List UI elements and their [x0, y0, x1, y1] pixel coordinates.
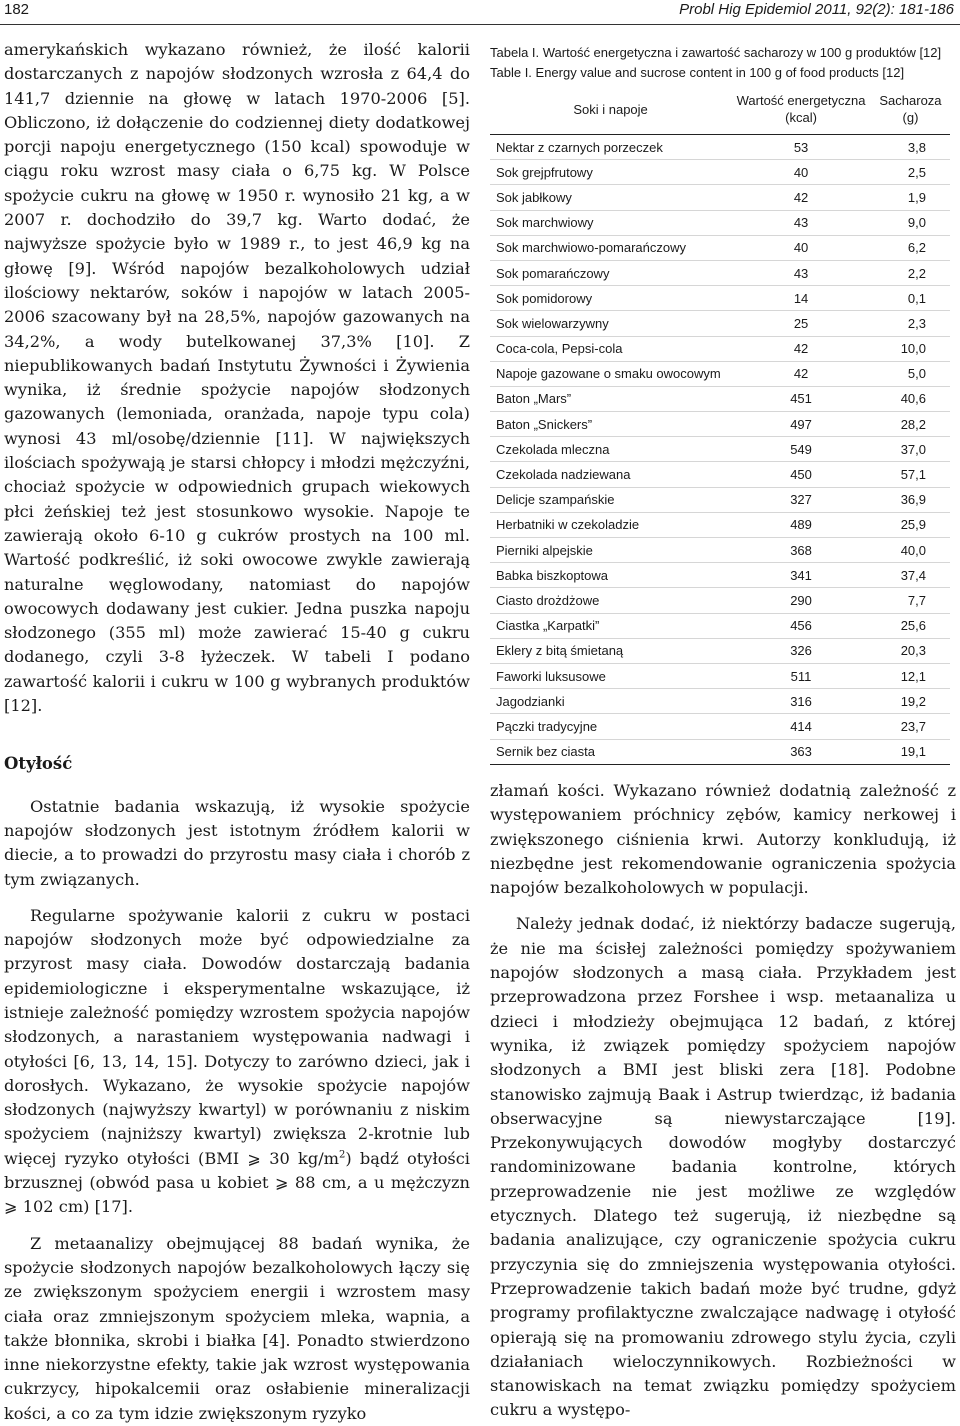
cell-product: Czekolada nadziewana	[490, 462, 731, 487]
cell-sucrose: 19,1	[871, 739, 950, 764]
cell-sucrose: 2,3	[871, 311, 950, 336]
cell-product: Baton „Mars”	[490, 386, 731, 411]
cell-product: Pączki tradycyjne	[490, 714, 731, 739]
cell-energy: 14	[731, 286, 871, 311]
cell-product: Czekolada mleczna	[490, 437, 731, 462]
table-header-row	[490, 86, 950, 135]
cell-sucrose: 0,1	[871, 286, 950, 311]
left-paragraph-2: Ostatnie badania wskazują, iż wysokie spożycie napojów słodzonych jest istotnym źródłem kalorii w diecie, a to prowadzi do przyrostu masy ciała i chorób z tym związanych.	[4, 796, 470, 889]
right-column	[490, 779, 956, 1423]
table-row	[490, 185, 950, 210]
cell-energy: 456	[731, 613, 871, 638]
table-row	[490, 538, 950, 563]
data-table	[490, 86, 950, 765]
table-caption-en: Table I. Energy value and sucrose content in 100 g of food products [12]	[490, 65, 905, 80]
cell-energy: 40	[731, 235, 871, 260]
cell-sucrose: 10,0	[871, 336, 950, 361]
table-row	[490, 739, 950, 764]
cell-sucrose: 20,3	[871, 638, 950, 663]
cell-product: Ciastka „Karpatki”	[490, 613, 731, 638]
cell-energy: 327	[731, 487, 871, 512]
superscript-2: 2	[339, 1149, 346, 1161]
table-row	[490, 311, 950, 336]
cell-product: Eklery z bitą śmietaną	[490, 638, 731, 663]
cell-sucrose: 7,7	[871, 588, 950, 613]
journal-citation: Probl Hig Epidemiol 2011, 92(2): 181-186	[679, 1, 954, 18]
table-row	[490, 336, 950, 361]
page-number: 182	[4, 1, 30, 18]
cell-product: Herbatniki w czekoladzie	[490, 512, 731, 537]
cell-sucrose: 1,9	[871, 185, 950, 210]
table-row	[490, 210, 950, 235]
cell-sucrose: 40,0	[871, 538, 950, 563]
cell-product: Pierniki alpejskie	[490, 538, 731, 563]
header-product: Soki i napoje	[490, 86, 731, 135]
table-row	[490, 689, 950, 714]
cell-energy: 326	[731, 638, 871, 663]
table-row	[490, 386, 950, 411]
cell-product: Jagodzianki	[490, 689, 731, 714]
cell-energy: 42	[731, 336, 871, 361]
cell-product: Nektar z czarnych porzeczek	[490, 135, 731, 160]
cell-sucrose: 57,1	[871, 462, 950, 487]
cell-product: Sernik bez ciasta	[490, 739, 731, 764]
cell-energy: 316	[731, 689, 871, 714]
left-column	[4, 38, 470, 1426]
cell-energy: 43	[731, 210, 871, 235]
table-row	[490, 135, 950, 160]
cell-sucrose: 9,0	[871, 210, 950, 235]
table-row	[490, 638, 950, 663]
section-heading-obesity: Otyłość	[4, 754, 73, 774]
cell-product: Faworki luksusowe	[490, 663, 731, 688]
page-header	[0, 0, 960, 25]
cell-energy: 368	[731, 538, 871, 563]
left-paragraph-1: amerykańskich wykazano również, że ilość kalorii dostarczanych z napojów słodzonych wzrosła z 64,4 do 141,7 dziennie na głowę w latach 1970-2006 [5]. Obliczono, iż dołączenie do codziennej diety dodatkowej porcji napoju energetycznego (150 kcal) spowoduje w ciągu roku wzrost masy ciała o 6,75 kg. W Polsce spożycie cukru na głowę w 1950 r. wynosiło 21 kg, a w 2007 r. dochodziło do 39,7 kg. Warto dodać, że najwyższe spożycie było w 1989 r., to jest 46,9 kg na głowę [9]. Wśród napojów bezalkoholowych udział ilościowy nektarów, soków i napojów w latach 2005-2006 szacowany był na 28,5%, napojów gazowanych na 34,2%, a wody butelkowanej 37,3% [10]. Z niepublikowanych badań Instytutu Żywności i Żywienia wynika, iż średnie spożycie napojów słodzonych gazowanych (lemoniada, oranżada, napoje typu cola) wynosi 43 ml/osobę/dziennie [11]. W największych ilościach spożywają je starsi chłopcy i młodzi mężczyźni, chociaż spożycie w odpowiednich grupach wiekowych płci żeńskiej też jest stosunkowo wysokie. Napoje te zawierają około 6-10 g cukrów prostych na 100 ml. Wartość podkreślić, iż soki owocowe zwykle zawierają naturalne węglowodany, natomiast do napojów owocowych dodawany jest cukier. Jedna puszka napoju słodzonego (355 ml) może zawierać 15-40 g cukru dodanego, czyli 3-8 łyżeczek. W tabeli I podano zawartość kalorii i cukru w 100 g wybranych produktów [12].	[4, 40, 470, 716]
cell-energy: 363	[731, 739, 871, 764]
cell-product: Sok wielowarzywny	[490, 311, 731, 336]
table-row	[490, 437, 950, 462]
table-row	[490, 563, 950, 588]
cell-sucrose: 40,6	[871, 386, 950, 411]
left-paragraph-3-a: Regularne spożywanie kalorii z cukru w postaci napojów słodzonych może być odpowiedzialne za przyrost masy ciała. Dowodów dostarczają badania epidemiologiczne i eksperymentalne wskazujące, iż istnieje zależność pomiędzy wzrostem spożycia napojów słodzonych, a narastaniem występowania nadwagi i otyłości [6, 13, 14, 15]. Dotyczy to zarówno dzieci, jak i dorosłych. Wykazano, że wysokie spożycie napojów słodzonych (najwyższy kwartyl) w porównaniu z niskim spożyciem (najniższy kwartyl) zwiększa 2-krotnie lub więcej ryzyko otyłości (BMI ⩾ 30 kg/m	[4, 905, 470, 1168]
table-row	[490, 361, 950, 386]
cell-product: Baton „Snickers”	[490, 412, 731, 437]
cell-sucrose: 36,9	[871, 487, 950, 512]
cell-sucrose: 6,2	[871, 235, 950, 260]
header-energy: Wartość energetyczna (kcal)	[731, 86, 871, 135]
table-row	[490, 462, 950, 487]
cell-sucrose: 28,2	[871, 412, 950, 437]
table-caption-pl: Tabela I. Wartość energetyczna i zawartość sacharozy w 100 g produktów [12]	[490, 45, 942, 60]
cell-sucrose: 23,7	[871, 714, 950, 739]
cell-product: Babka biszkoptowa	[490, 563, 731, 588]
cell-energy: 43	[731, 260, 871, 285]
right-paragraph-2: Należy jednak dodać, iż niektórzy badacze sugerują, że nie ma ścisłej zależności pomiędzy spożywaniem napojów słodzonych a masą ciała. Przykładem jest przeprowadzona przez Forshee i wsp. metaanaliza u dzieci i młodzieży obejmująca 12 badań, z której wynika, iż związek pomiędzy spożyciem napojów słodzonych a BMI jest bliski zera [18]. Podobne stanowisko zajmują Baak i Astrup twierdząc, iż badania obserwacyjne są niewystarczające [19]. Przekonywujących dowodów mogłyby dostarczyć randominizowane badania kontrolne, których przeprowadzenie nie jest możliwe ze względów etycznych. Dlatego też sugerują, iż niezbędne są badania analizujące, czy ograniczenie spożycia cukru przyczynia się do zmniejszenia występowania otyłości. Przeprowadzenie takich badań może być trudne, gdyż programy profilaktyczne zwalczające nadwagę i otyłość opierają się na promowaniu zdrowego stylu życia, czyli działaniach wieloczynnikowych. Rozbieżności w stanowiskach na temat związku pomiędzy spożyciem cukru a występo-	[490, 914, 956, 1420]
table-row	[490, 588, 950, 613]
cell-sucrose: 12,1	[871, 663, 950, 688]
cell-sucrose: 37,0	[871, 437, 950, 462]
right-paragraph-1: złamań kości. Wykazano również dodatnią zależność z występowaniem próchnicy zębów, kamicy nerkowej i zwiększonego ciśnienia krwi. Autorzy konkludują, iż niezbędne jest rekomendowanie ograniczenia spożycia napojów bezalkoholowych w populacji.	[490, 781, 956, 898]
cell-energy: 341	[731, 563, 871, 588]
cell-energy: 40	[731, 160, 871, 185]
table-row	[490, 512, 950, 537]
cell-energy: 290	[731, 588, 871, 613]
left-paragraph-3-b: ) bądź otyłości brzusznej (obwód pasa u kobiet ⩾ 88 cm, a u mężczyzn ⩾ 102 cm) [17].	[4, 1148, 470, 1217]
table-row	[490, 160, 950, 185]
table-row	[490, 286, 950, 311]
cell-product: Sok grejpfrutowy	[490, 160, 731, 185]
cell-product: Sok marchwiowo-pomarańczowy	[490, 235, 731, 260]
table-block	[490, 44, 956, 765]
left-paragraph-4: Z metaanalizy obejmującej 88 badań wynika, że spożycie słodzonych napojów bezalkoholowych łączy się ze zwiększonym spożyciem energii i wzrostem masy ciała oraz zmniejszonym spożyciem mleka, wapnia, a także błonnika, skrobi i białka [4]. Ponadto stwierdzono inne niekorzystne efekty, takie jak wzrost występowania cukrzycy, hipokalcemii oraz osłabienie mineralizacji kości, a co za tym idzie zwiększonym ryzyko	[4, 1233, 470, 1423]
cell-sucrose: 25,9	[871, 512, 950, 537]
cell-energy: 450	[731, 462, 871, 487]
cell-sucrose: 3,8	[871, 135, 950, 160]
cell-energy: 414	[731, 714, 871, 739]
table-row	[490, 487, 950, 512]
cell-energy: 42	[731, 185, 871, 210]
cell-product: Coca-cola, Pepsi-cola	[490, 336, 731, 361]
cell-sucrose: 2,2	[871, 260, 950, 285]
cell-product: Ciasto drożdżowe	[490, 588, 731, 613]
cell-energy: 511	[731, 663, 871, 688]
cell-energy: 451	[731, 386, 871, 411]
cell-sucrose: 25,6	[871, 613, 950, 638]
cell-energy: 489	[731, 512, 871, 537]
cell-energy: 53	[731, 135, 871, 160]
left-paragraph-3	[4, 904, 470, 1220]
table-row	[490, 412, 950, 437]
cell-sucrose: 37,4	[871, 563, 950, 588]
cell-product: Delicje szampańskie	[490, 487, 731, 512]
table-row	[490, 714, 950, 739]
table-row	[490, 235, 950, 260]
table-row	[490, 613, 950, 638]
cell-product: Sok jabłkowy	[490, 185, 731, 210]
cell-product: Sok pomarańczowy	[490, 260, 731, 285]
cell-energy: 549	[731, 437, 871, 462]
cell-energy: 497	[731, 412, 871, 437]
cell-product: Napoje gazowane o smaku owocowym	[490, 361, 731, 386]
cell-product: Sok marchwiowy	[490, 210, 731, 235]
cell-sucrose: 2,5	[871, 160, 950, 185]
cell-energy: 42	[731, 361, 871, 386]
header-sucrose: Sacharoza (g)	[871, 86, 950, 135]
table-row	[490, 260, 950, 285]
cell-sucrose: 5,0	[871, 361, 950, 386]
cell-sucrose: 19,2	[871, 689, 950, 714]
table-row	[490, 663, 950, 688]
cell-product: Sok pomidorowy	[490, 286, 731, 311]
cell-energy: 25	[731, 311, 871, 336]
